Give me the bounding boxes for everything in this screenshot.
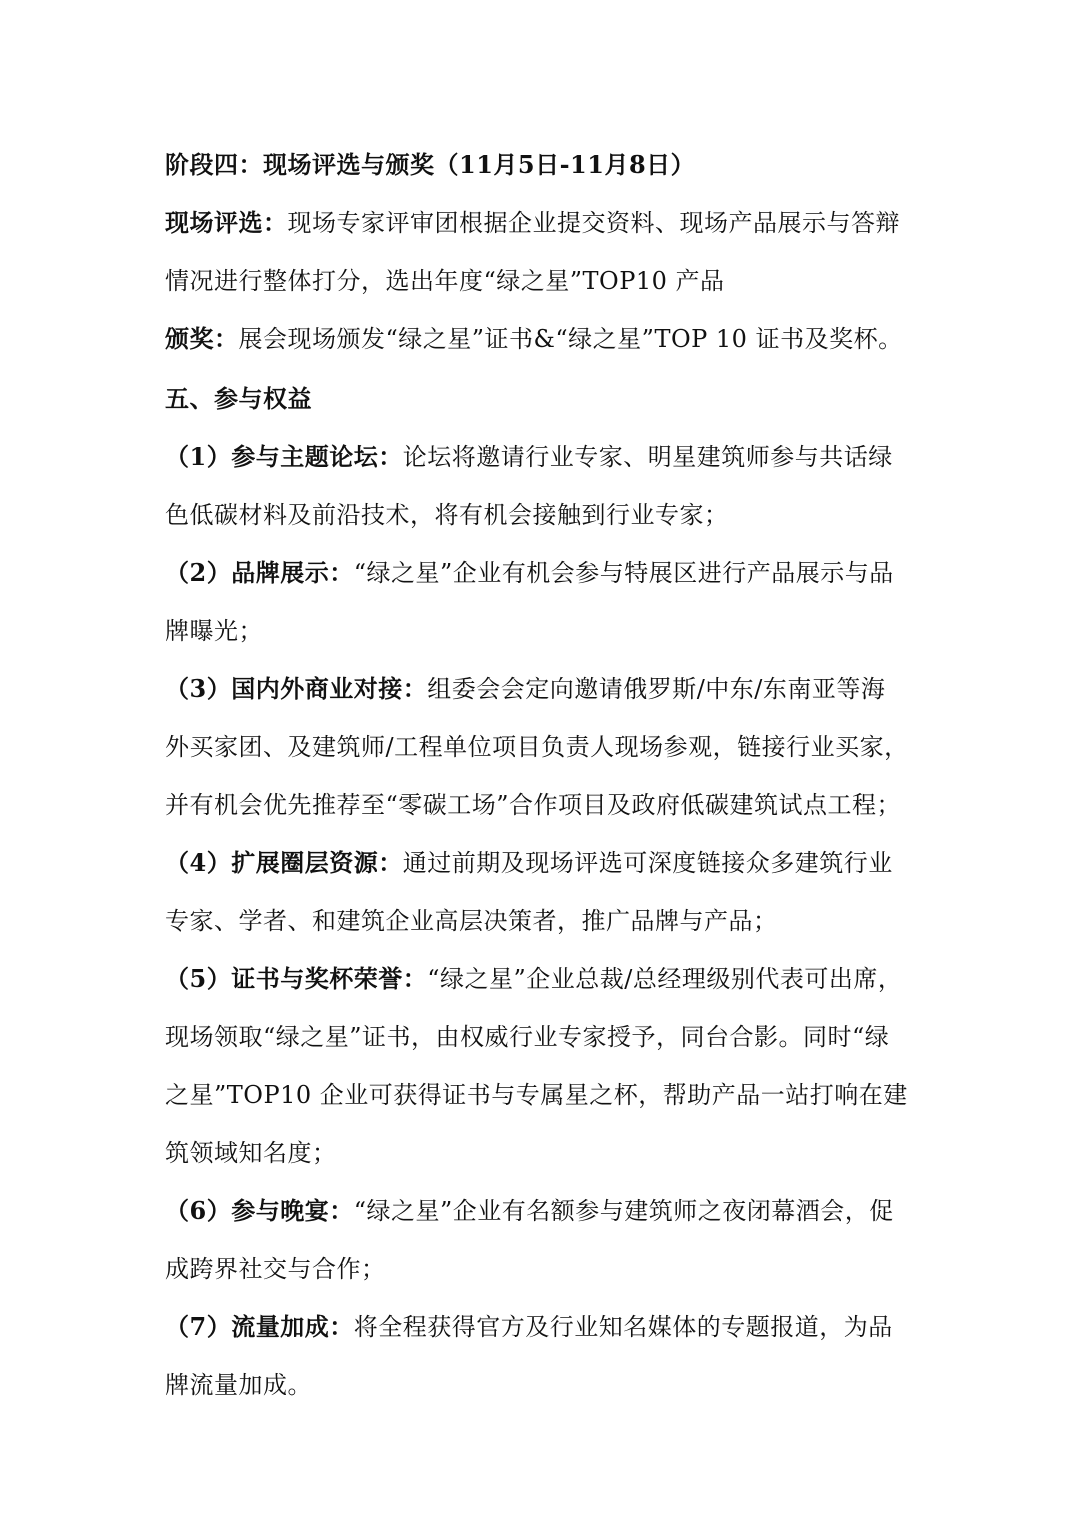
benefit-line: 牌曝光； [165, 617, 263, 645]
benefit-item-2 [165, 544, 917, 660]
benefit-line: 现场领取“绿之星”证书，由权威行业专家授予，同台合影。同时“绿 [165, 1023, 890, 1051]
onsite-selection-label: 现场评选： [165, 208, 288, 237]
benefit-label: （7）流量加成： [165, 1312, 354, 1341]
stage4-heading: 阶段四：现场评选与颁奖（11月5日-11月8日） [165, 150, 696, 179]
benefit-label: （1）参与主题论坛： [165, 442, 403, 471]
benefit-item-7 [165, 1298, 917, 1414]
award-line [165, 310, 917, 368]
benefit-line: 外买家团、及建筑师/工程单位项目负责人现场参观，链接行业买家， [165, 733, 909, 761]
benefit-text: 通过前期及现场评选可深度链接众多建筑行业 [402, 849, 893, 877]
benefit-label: （4）扩展圈层资源： [165, 848, 403, 877]
onsite-selection-line-1 [165, 194, 917, 252]
award-text: 展会现场颁发“绿之星”证书&“绿之星”TOP 10 证书及奖杯。 [238, 325, 903, 353]
benefit-line: 专家、学者、和建筑企业高层决策者，推广品牌与产品； [165, 907, 778, 935]
benefit-text: 组委会会定向邀请俄罗斯/中东/东南亚等海 [427, 675, 886, 703]
benefit-text: “绿之星”企业有机会参与特展区进行产品展示与品 [353, 559, 894, 587]
benefit-item-3 [165, 660, 917, 834]
document-page [165, 136, 917, 1414]
benefit-label: （6）参与晚宴： [165, 1196, 354, 1225]
onsite-selection-line-2: 情况进行整体打分，选出年度“绿之星”TOP10 产品 [165, 267, 725, 295]
benefit-line [165, 544, 917, 602]
benefit-label: （2）品牌展示： [165, 558, 354, 587]
benefit-line [165, 1298, 917, 1356]
benefit-item-1 [165, 428, 917, 544]
benefit-line [165, 660, 917, 718]
benefit-text: 论坛将邀请行业专家、明星建筑师参与共话绿 [402, 443, 893, 471]
benefit-line [165, 1182, 917, 1240]
benefit-line: 并有机会优先推荐至“零碳工场”合作项目及政府低碳建筑试点工程； [165, 791, 902, 819]
benefit-label: （3）国内外商业对接： [165, 674, 428, 703]
benefit-text: 将全程获得官方及行业知名媒体的专题报道，为品 [353, 1313, 893, 1341]
benefit-text: “绿之星”企业有名额参与建筑师之夜闭幕酒会，促 [353, 1197, 894, 1225]
benefit-line: 成跨界社交与合作； [165, 1255, 386, 1283]
benefit-text: “绿之星”企业总裁/总经理级别代表可出席， [427, 965, 903, 993]
benefit-label: （5）证书与奖杯荣誉： [165, 964, 428, 993]
section5-heading: 五、参与权益 [165, 384, 312, 413]
benefit-item-6 [165, 1182, 917, 1298]
benefit-item-5 [165, 950, 917, 1182]
benefit-line [165, 834, 917, 892]
award-label: 颁奖： [165, 324, 239, 353]
benefit-line: 色低碳材料及前沿技术，将有机会接触到行业专家； [165, 501, 729, 529]
benefit-line [165, 950, 917, 1008]
benefit-line: 筑领域知名度； [165, 1139, 337, 1167]
benefit-item-4 [165, 834, 917, 950]
benefit-line: 牌流量加成。 [165, 1371, 312, 1399]
benefit-line: 之星”TOP10 企业可获得证书与专属星之杯，帮助产品一站打响在建 [165, 1081, 908, 1109]
onsite-selection-text: 现场专家评审团根据企业提交资料、现场产品展示与答辩 [287, 209, 900, 237]
benefit-line [165, 428, 917, 486]
